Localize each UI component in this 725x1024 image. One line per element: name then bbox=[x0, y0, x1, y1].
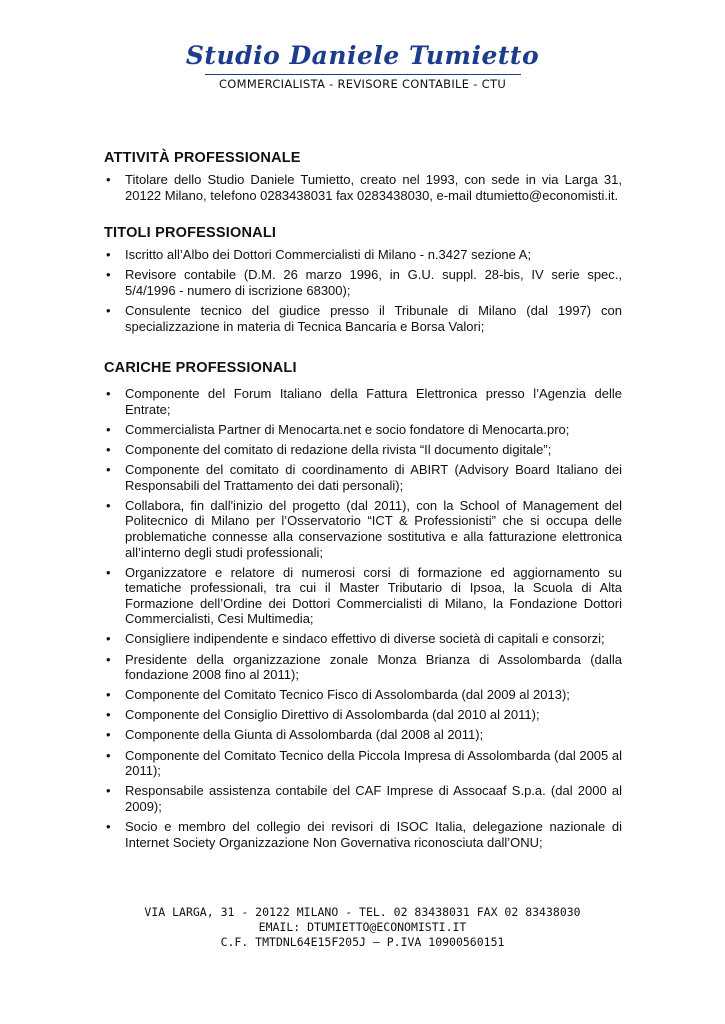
list-item: • Componente del Forum Italiano della Fattura Elettronica presso l’Agenzia delle Entrate; bbox=[104, 386, 622, 417]
section-titoli-professionali bbox=[104, 225, 622, 334]
studio-logo: Studio Daniele Tumietto bbox=[185, 41, 540, 70]
list-item: • Componente del comitato di redazione della rivista “Il documento digitale”; bbox=[104, 442, 622, 458]
list-item: • Consulente tecnico del giudice presso il Tribunale di Milano (dal 1997) con specializzazione in materia di Tecnica Bancaria e Borsa Valori; bbox=[104, 303, 622, 334]
list-item: • Presidente della organizzazione zonale Monza Brianza di Assolombarda (dalla fondazione 2008 fino al 2011); bbox=[104, 652, 622, 683]
footer-address: VIA LARGA, 31 - 20122 MILANO - TEL. 02 83438031 FAX 02 83438030 bbox=[144, 905, 581, 919]
list-item: • Componente del Consiglio Direttivo di Assolombarda (dal 2010 al 2011); bbox=[104, 707, 622, 723]
list-item: • Consigliere indipendente e sindaco effettivo di diverse società di capitali e consorzi; bbox=[104, 631, 622, 647]
list-item: • Componente del comitato di coordinamento di ABIRT (Advisory Board Italiano dei Responsabili del Trattamento dei dati personali); bbox=[104, 462, 622, 493]
letterhead-subtitle: COMMERCIALISTA - REVISORE CONTABILE - CTU bbox=[218, 77, 507, 91]
list-item: • Iscritto all’Albo dei Dottori Commercialisti di Milano - n.3427 sezione A; bbox=[104, 247, 622, 263]
list-item: • Titolare dello Studio Daniele Tumietto, creato nel 1993, con sede in via Larga 31, 20122 Milano, telefono 0283438031 fax 0283438030, e-mail dtumietto@economisti.it. bbox=[104, 172, 622, 203]
logo-divider bbox=[205, 74, 521, 75]
list-item: • Componente del Comitato Tecnico della Piccola Impresa di Assolombarda (dal 2005 al 2011); bbox=[104, 748, 622, 779]
list-item: • Organizzatore e relatore di numerosi corsi di formazione ed aggiornamento su tematiche professionali, tra cui il Master Tributario di Ipsoa, la Scuola di Alta Formazione dell’Ordine dei Dottori Commercialisti di Milano, la Fondazione Dottori Commercialisti, Cesi Multimedia; bbox=[104, 565, 622, 627]
footer-tax-ids: C.F. TMTDNL64E15F205J – P.IVA 10900560151 bbox=[220, 935, 505, 949]
bullet-list bbox=[104, 386, 622, 850]
section-attivita-professionale bbox=[104, 150, 622, 203]
footer-email: EMAIL: DTUMIETTO@ECONOMISTI.IT bbox=[258, 920, 467, 934]
list-item: • Socio e membro del collegio dei revisori di ISOC Italia, delegazione nazionale di Internet Society Organizzazione Non Governativa riconosciuta dall’ONU; bbox=[104, 819, 622, 850]
list-item: • Componente del Comitato Tecnico Fisco di Assolombarda (dal 2009 al 2013); bbox=[104, 687, 622, 703]
section-title: TITOLI PROFESSIONALI bbox=[104, 225, 277, 242]
page-footer bbox=[0, 905, 725, 950]
section-cariche-professionali bbox=[104, 360, 622, 850]
letterhead bbox=[0, 40, 725, 91]
list-item: • Revisore contabile (D.M. 26 marzo 1996, in G.U. suppl. 28-bis, IV serie spec., 5/4/1996 - numero di iscrizione 68300); bbox=[104, 267, 622, 298]
bullet-list bbox=[104, 247, 622, 334]
cv-content bbox=[104, 150, 622, 868]
list-item: • Collabora, fin dall'inizio del progetto (dal 2011), con la School of Management del Politecnico di Milano per l’Osservatorio “ICT & Professionisti” che si occupa delle problematiche connesse alla conservazione sostitutiva e alla fatturazione elettronica all’interno degli studi professionali; bbox=[104, 498, 622, 560]
list-item: • Componente della Giunta di Assolombarda (dal 2008 al 2011); bbox=[104, 727, 622, 743]
section-title: ATTIVITÀ PROFESSIONALE bbox=[104, 150, 301, 166]
list-item: • Commercialista Partner di Menocarta.net e socio fondatore di Menocarta.pro; bbox=[104, 422, 622, 438]
list-item: • Responsabile assistenza contabile del CAF Imprese di Assocaaf S.p.a. (dal 2000 al 2009); bbox=[104, 783, 622, 814]
section-title: CARICHE PROFESSIONALI bbox=[104, 360, 297, 377]
bullet-list bbox=[104, 172, 622, 203]
